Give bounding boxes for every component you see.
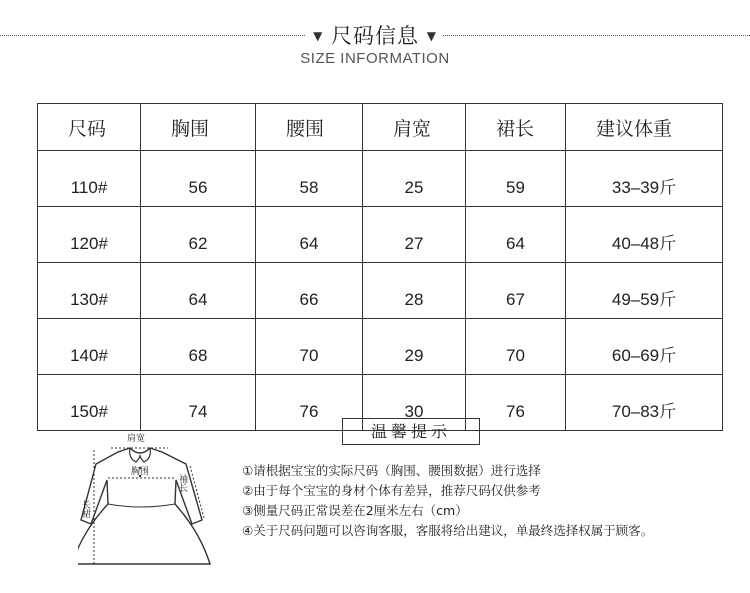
dress-outline (78, 448, 210, 564)
table-header-row (38, 104, 723, 151)
cell-size: 120# (38, 207, 141, 263)
cell-shoulder: 30 (363, 375, 466, 431)
triangle-down-icon: ▼ (313, 29, 324, 43)
tip-note: ①请根据宝宝的实际尺码（胸围、腰围数据）进行选择 (242, 463, 541, 478)
table-row (38, 319, 723, 375)
table-row (38, 207, 723, 263)
length-label: 长裙 (80, 500, 90, 518)
cell-weight: 60–69斤 (566, 319, 723, 375)
cell-waist: 76 (256, 375, 363, 431)
tip-note: ②由于每个宝宝的身材个体有差异，推荐尺码仅供参考 (242, 483, 541, 498)
tips-title: 温馨提示 (342, 418, 480, 445)
cell-size: 130# (38, 263, 141, 319)
size-table (37, 103, 723, 431)
cell-chest: 68 (141, 319, 256, 375)
cell-length: 59 (466, 151, 566, 207)
table-row (38, 151, 723, 207)
column-header-shoulder: 肩宽 (363, 104, 466, 151)
cell-shoulder: 28 (363, 263, 466, 319)
cell-length: 70 (466, 319, 566, 375)
table-row (38, 263, 723, 319)
cell-size: 150# (38, 375, 141, 431)
shoulder-label: 肩宽 (126, 434, 146, 444)
cell-size: 140# (38, 319, 141, 375)
column-header-length: 裙长 (466, 104, 566, 151)
tips-notes (242, 461, 653, 541)
cell-weight: 40–48斤 (566, 207, 723, 263)
chest-label: 胸围 (130, 467, 150, 477)
cell-weight: 49–59斤 (566, 263, 723, 319)
cell-length: 67 (466, 263, 566, 319)
page-title-row (0, 20, 750, 50)
tip-note: ③侧量尺码正常误差在2厘米左右（cm） (242, 503, 468, 518)
cell-waist: 66 (256, 263, 363, 319)
column-header-chest: 胸围 (141, 104, 256, 151)
tip-note: ④关于尺码问题可以咨询客服，客服将给出建议，单最终选择权属于顾客。 (242, 523, 654, 538)
triangle-down-icon: ▼ (426, 29, 437, 43)
sleeve-label: 袖长 (177, 474, 187, 492)
page-subtitle: SIZE INFORMATION (300, 50, 450, 67)
cell-length: 64 (466, 207, 566, 263)
cell-shoulder: 29 (363, 319, 466, 375)
cell-weight: 70–83斤 (566, 375, 723, 431)
dress-diagram (78, 428, 228, 568)
cell-length: 76 (466, 375, 566, 431)
cell-waist: 64 (256, 207, 363, 263)
column-header-weight: 建议体重 (566, 104, 723, 151)
cell-size: 110# (38, 151, 141, 207)
column-header-size: 尺码 (38, 104, 141, 151)
cell-shoulder: 27 (363, 207, 466, 263)
cell-shoulder: 25 (363, 151, 466, 207)
cell-waist: 58 (256, 151, 363, 207)
cell-chest: 62 (141, 207, 256, 263)
cell-waist: 70 (256, 319, 363, 375)
cell-chest: 56 (141, 151, 256, 207)
cell-weight: 33–39斤 (566, 151, 723, 207)
cell-chest: 64 (141, 263, 256, 319)
page-title: 尺码信息 (331, 24, 419, 48)
cell-chest: 74 (141, 375, 256, 431)
column-header-waist: 腰围 (256, 104, 363, 151)
